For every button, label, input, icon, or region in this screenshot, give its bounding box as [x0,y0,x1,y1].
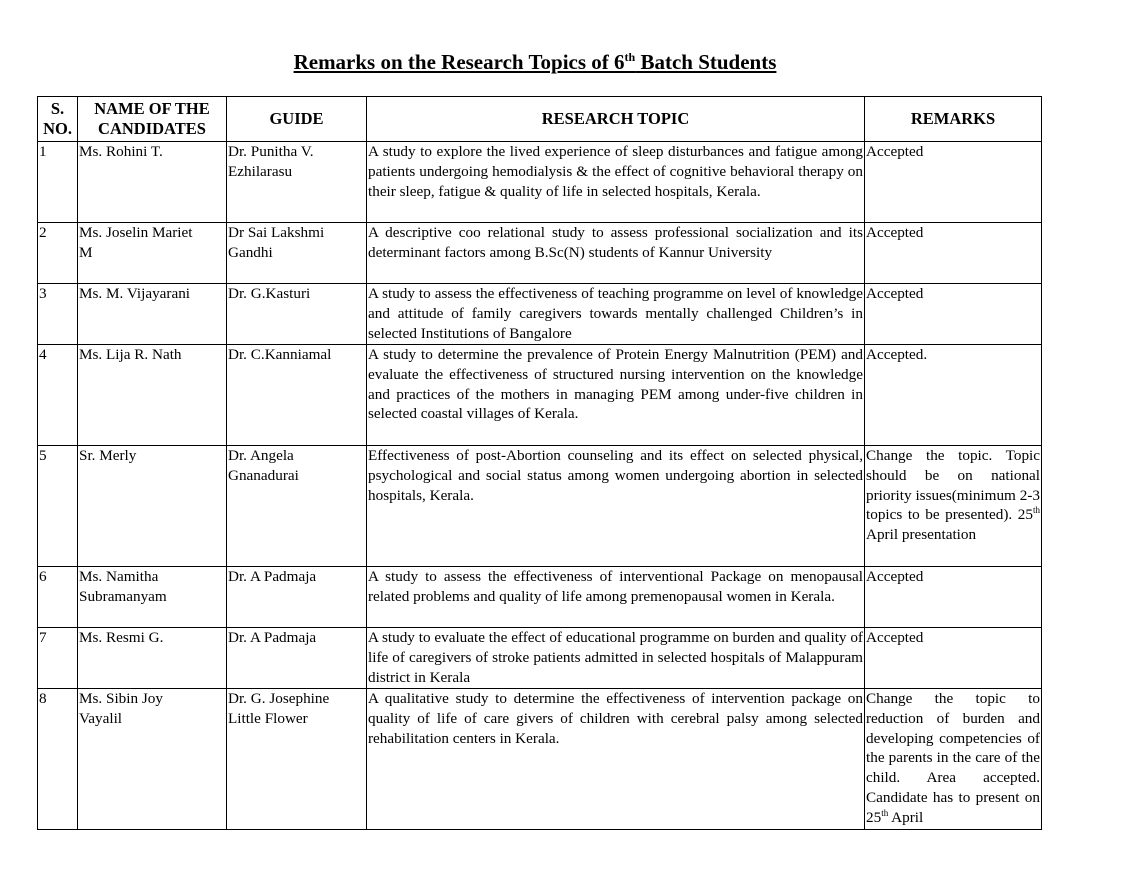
sno-cell: 8 [38,689,78,830]
sno-cell: 2 [38,223,78,284]
table-row [38,223,1042,284]
remarks-cell: Accepted [865,628,1042,689]
topic-cell: A descriptive coo relational study to assess professional socialization and its determinant factors among B.Sc(N) students of Kannur University [367,223,865,284]
sno-cell: 4 [38,345,78,446]
remarks-cell: Accepted [865,284,1042,345]
topic-cell: A study to determine the prevalence of Protein Energy Malnutrition (PEM) and evaluate the effectiveness of structured nursing intervention on the knowledge and practices of the mothers in managing PEM among under-five children in selected coastal villages of Kerala. [367,345,865,446]
page-title [0,50,1070,75]
guide-cell: Dr. Angela Gnanadurai [227,446,367,567]
candidate-cell: Ms. Namitha Subramanyam [78,567,227,628]
header-remarks: REMARKS [865,97,1042,142]
table-row [38,689,1042,830]
guide-cell: Dr. G.Kasturi [227,284,367,345]
candidate-cell: Ms. Sibin Joy Vayalil [78,689,227,830]
sno-cell: 5 [38,446,78,567]
topic-cell: A qualitative study to determine the effectiveness of intervention package on quality of life of care givers of children with cerebral palsy among selected rehabilitation centers in Kerala. [367,689,865,830]
guide-cell: Dr. C.Kanniamal [227,345,367,446]
title-prefix: Remarks on the Research Topics of 6 [293,50,625,74]
guide-cell: Dr. A Padmaja [227,628,367,689]
candidate-cell: Ms. M. Vijayarani [78,284,227,345]
remarks-cell: Accepted [865,567,1042,628]
candidate-cell: Ms. Joselin Mariet M [78,223,227,284]
sno-cell: 7 [38,628,78,689]
title-superscript: th [624,50,636,64]
remarks-cell: Accepted [865,223,1042,284]
header-sno: S. NO. [38,97,78,142]
table-row [38,345,1042,446]
guide-cell: Dr. Punitha V. Ezhilarasu [227,142,367,223]
sno-cell: 6 [38,567,78,628]
research-topics-table [37,96,1042,830]
remarks-cell: Change the topic to reduction of burden and developing competencies of the parents in the care of the child. Area accepted. Candidate has to present on 25th April [865,689,1042,830]
table-header-row [38,97,1042,142]
header-topic: RESEARCH TOPIC [367,97,865,142]
topic-cell: A study to explore the lived experience of sleep disturbances and fatigue among patients undergoing hemodialysis & the effect of cognitive behavioral therapy on their sleep, fatigue & quality of life in selected hospitals, Kerala. [367,142,865,223]
topic-cell: A study to assess the effectiveness of teaching programme on level of knowledge and attitude of family caregivers towards mentally challenged Children’s in selected Institutions of Bangalore [367,284,865,345]
topic-cell: A study to evaluate the effect of educational programme on burden and quality of life of caregivers of stroke patients admitted in selected hospitals of Malappuram district in Kerala [367,628,865,689]
candidate-cell: Sr. Merly [78,446,227,567]
table-row [38,284,1042,345]
guide-cell: Dr. A Padmaja [227,567,367,628]
header-guide: GUIDE [227,97,367,142]
remarks-cell: Accepted. [865,345,1042,446]
title-suffix: Batch Students [635,50,777,74]
table-row [38,446,1042,567]
guide-cell: Dr Sai Lakshmi Gandhi [227,223,367,284]
topic-cell: Effectiveness of post-Abortion counseling and its effect on selected physical, psychological and social status among women undergoing abortion in selected hospitals, Kerala. [367,446,865,567]
guide-cell: Dr. G. Josephine Little Flower [227,689,367,830]
table-row [38,567,1042,628]
candidate-cell: Ms. Resmi G. [78,628,227,689]
candidate-cell: Ms. Rohini T. [78,142,227,223]
candidate-cell: Ms. Lija R. Nath [78,345,227,446]
table-row [38,142,1042,223]
remarks-cell: Accepted [865,142,1042,223]
remarks-cell: Change the topic. Topic should be on national priority issues(minimum 2-3 topics to be presented). 25th April presentation [865,446,1042,567]
sno-cell: 3 [38,284,78,345]
table-row [38,628,1042,689]
topic-cell: A study to assess the effectiveness of interventional Package on menopausal related problems and quality of life among premenopausal women in Kerala. [367,567,865,628]
sno-cell: 1 [38,142,78,223]
header-name: NAME OF THE CANDIDATES [78,97,227,142]
